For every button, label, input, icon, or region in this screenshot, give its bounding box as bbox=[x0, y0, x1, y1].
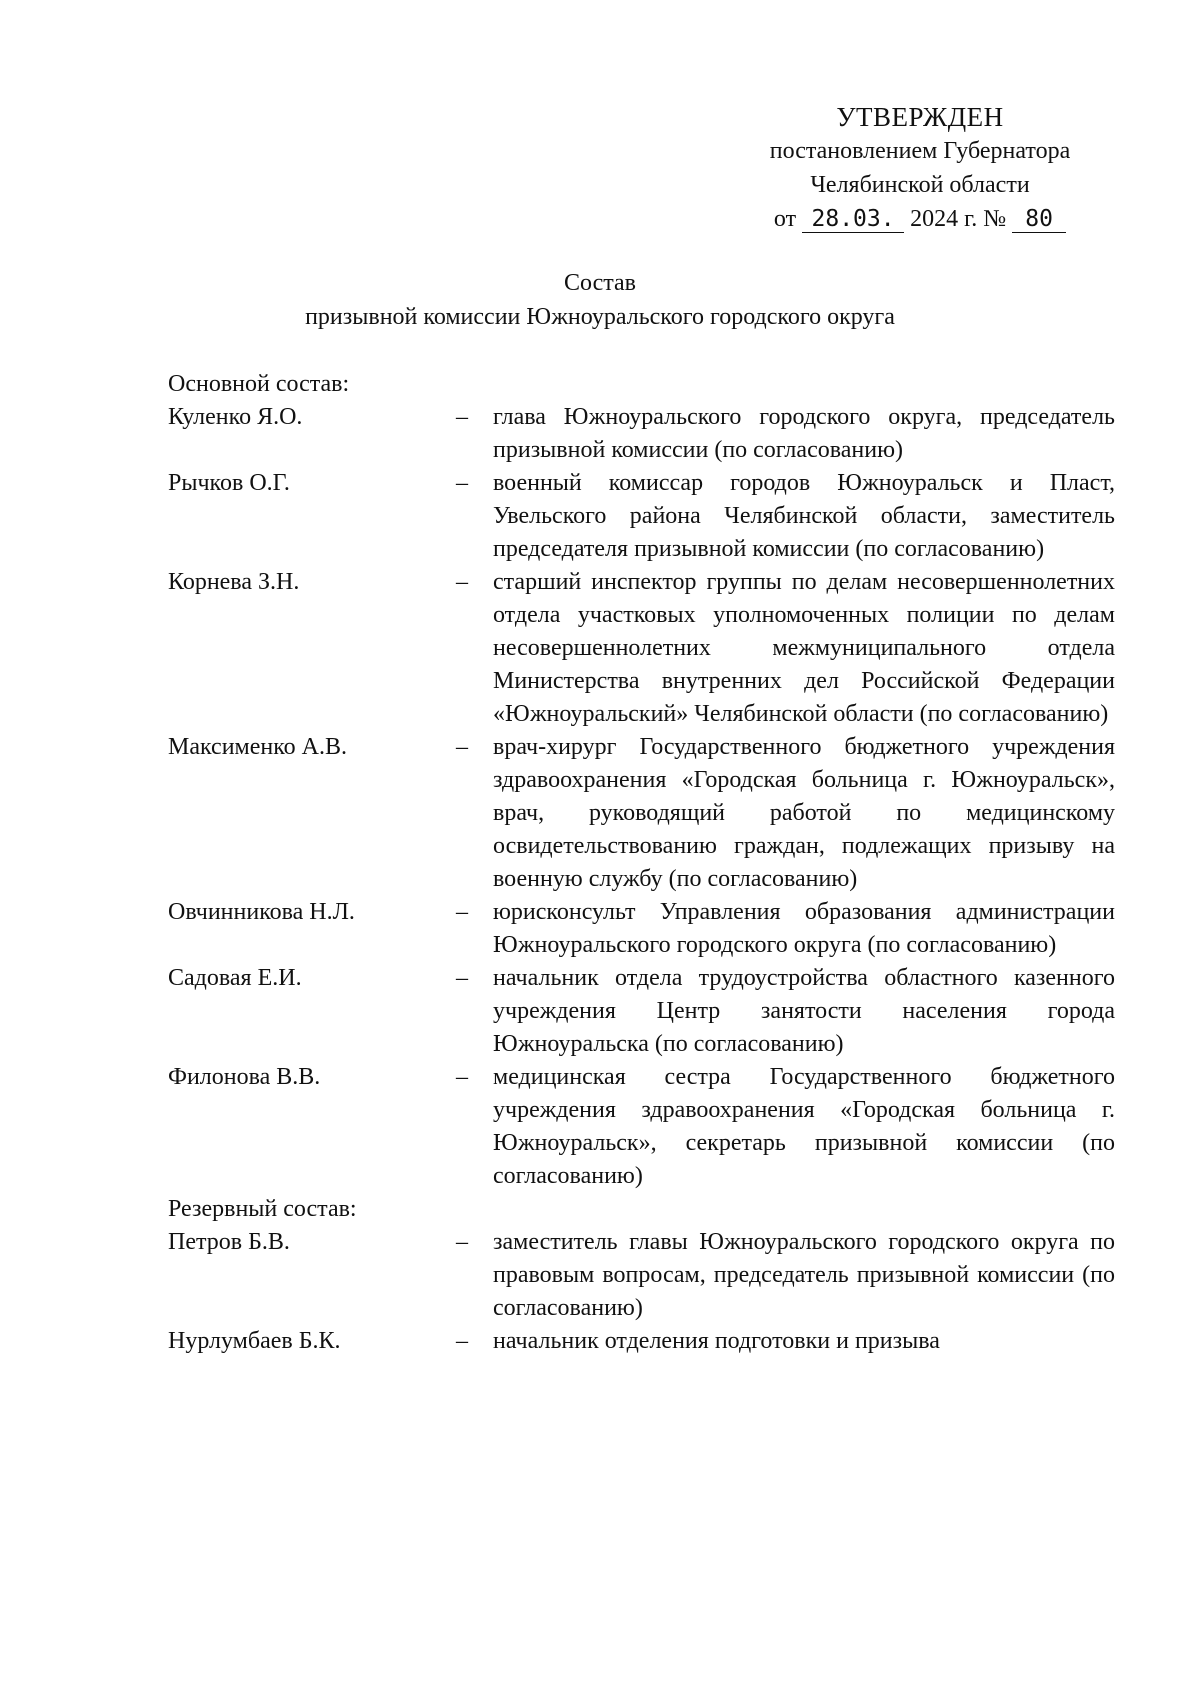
member-row bbox=[168, 731, 1115, 896]
approval-date: 28.03. bbox=[802, 206, 904, 233]
member-role: военный комиссар городов Южноуральск и Пласт, Увельского района Челябинской области, заместитель председателя призывной комиссии (по согласованию) bbox=[493, 470, 1115, 562]
member-role: начальник отделения подготовки и призыва bbox=[493, 1328, 940, 1354]
commission-roster bbox=[168, 368, 1115, 1358]
member-role: заместитель главы Южноуральского городского округа по правовым вопросам, председатель призывной комиссии (по согласованию) bbox=[493, 1229, 1115, 1321]
member-name: Максименко А.В. bbox=[168, 734, 348, 760]
member-name: Садовая Е.И. bbox=[168, 965, 302, 991]
member-role: начальник отдела трудоустройства областного казенного учреждения Центр занятости населения города Южноуральска (по согласованию) bbox=[493, 965, 1115, 1057]
member-role: старший инспектор группы по делам несовершеннолетних отдела участковых уполномоченных полиции по делам несовершеннолетних межмуниципального отдела Министерства внутренних дел Российской Федерации «Южноуральский» Челябинской области (по согласованию) bbox=[493, 569, 1115, 727]
member-dash: – bbox=[456, 1328, 468, 1354]
member-row bbox=[168, 401, 1115, 467]
member-role: глава Южноуральского городского округа, председатель призывной комиссии (по согласованию) bbox=[493, 404, 1115, 463]
member-name: Куленко Я.О. bbox=[168, 404, 303, 430]
member-dash: – bbox=[456, 1064, 468, 1090]
member-dash: – bbox=[456, 965, 468, 991]
member-name: Нурлумбаев Б.К. bbox=[168, 1328, 341, 1354]
title-line-1: Состав bbox=[563, 270, 637, 296]
title-line-2: призывной комиссии Южноуральского городского округа bbox=[305, 304, 895, 330]
member-role: юрисконсульт Управления образования администрации Южноуральского городского округа (по согласованию) bbox=[493, 899, 1115, 958]
member-row bbox=[168, 566, 1115, 731]
document-title bbox=[0, 266, 1200, 334]
member-name: Филонова В.В. bbox=[168, 1064, 321, 1090]
member-dash: – bbox=[456, 1229, 468, 1255]
approval-stamp bbox=[700, 100, 1140, 236]
approval-line-1: постановлением Губернатора bbox=[769, 138, 1071, 164]
member-name: Рычков О.Г. bbox=[168, 470, 290, 496]
member-row bbox=[168, 1226, 1115, 1325]
member-row bbox=[168, 896, 1115, 962]
member-row bbox=[168, 467, 1115, 566]
approval-prefix: от bbox=[773, 206, 797, 232]
member-name: Корнева З.Н. bbox=[168, 569, 300, 595]
main-section-label: Основной состав: bbox=[168, 371, 350, 397]
approval-number: 80 bbox=[1012, 206, 1066, 233]
member-dash: – bbox=[456, 404, 468, 430]
approval-heading: УТВЕРЖДЕН bbox=[836, 102, 1004, 132]
member-role: врач-хирург Государственного бюджетного учреждения здравоохранения «Городская больница г. Южноуральск», врач, руководящий работой по медицинскому освидетельствованию граждан, подлежащих призыву на военную службу (по согласованию) bbox=[493, 734, 1115, 892]
member-row bbox=[168, 962, 1115, 1061]
approval-date-line bbox=[700, 202, 1140, 236]
member-role: медицинская сестра Государственного бюджетного учреждения здравоохранения «Городская больница г. Южноуральск», секретарь призывной комиссии (по согласованию) bbox=[493, 1064, 1115, 1189]
member-row bbox=[168, 1061, 1115, 1193]
member-dash: – bbox=[456, 899, 468, 925]
member-name: Петров Б.В. bbox=[168, 1229, 290, 1255]
approval-year: 2024 г. № bbox=[910, 206, 1007, 232]
reserve-section-label: Резервный состав: bbox=[168, 1196, 357, 1222]
member-row bbox=[168, 1325, 1115, 1358]
member-dash: – bbox=[456, 470, 468, 496]
member-dash: – bbox=[456, 569, 468, 595]
member-name: Овчинникова Н.Л. bbox=[168, 899, 355, 925]
approval-line-2: Челябинской области bbox=[810, 172, 1030, 198]
member-dash: – bbox=[456, 734, 468, 760]
